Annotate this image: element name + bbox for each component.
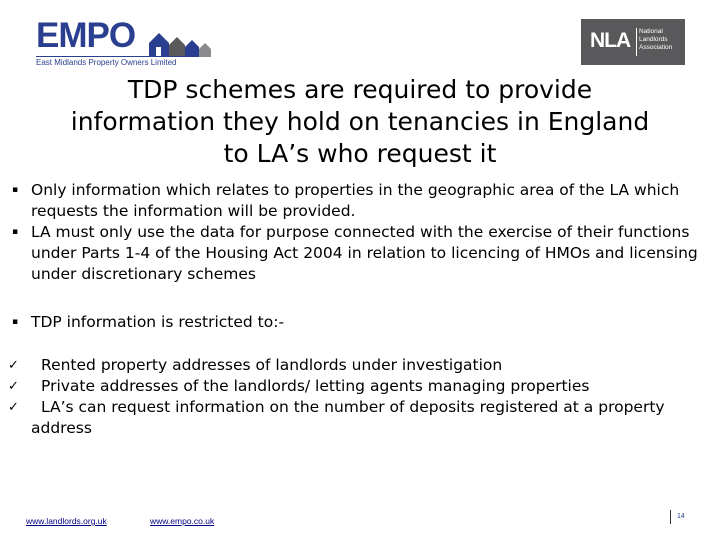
empo-logo bbox=[36, 18, 206, 66]
nla-logo-wordmark: NLA bbox=[590, 29, 631, 52]
check-item bbox=[8, 376, 698, 397]
checkmark-icon: ✓ bbox=[8, 379, 19, 394]
nla-logo-fullname: National Landlords Association bbox=[639, 28, 673, 51]
check-list bbox=[8, 355, 698, 439]
bullet-list bbox=[12, 180, 704, 285]
square-bullet-icon: ▪ bbox=[12, 227, 19, 237]
empo-logo-wordmark: EMPO bbox=[36, 16, 136, 55]
footer-link-empo[interactable]: www.empo.co.uk bbox=[150, 516, 215, 526]
slide-title-line: information they hold on tenancies in England bbox=[70, 107, 650, 136]
page-number-divider bbox=[670, 510, 671, 524]
check-item-text: Rented property addresses of landlords under investigation bbox=[41, 356, 503, 374]
bullet-item bbox=[12, 180, 704, 222]
check-item-text: Private addresses of the landlords/ letting agents managing properties bbox=[41, 377, 590, 395]
restricted-intro-text: TDP information is restricted to:- bbox=[31, 313, 285, 331]
empo-logo-subtitle: East Midlands Property Owners Limited bbox=[36, 56, 198, 67]
square-bullet-icon: ▪ bbox=[12, 317, 19, 327]
nla-logo bbox=[581, 19, 685, 65]
nla-logo-divider bbox=[636, 28, 637, 56]
check-item bbox=[8, 397, 698, 439]
bullet-text: LA must only use the data for purpose connected with the exercise of their functions under Parts 1-4 of the Housing Act 2004 in relation to licencing of HMOs and licensing under discretionary schemes bbox=[31, 223, 698, 283]
bullet-item bbox=[12, 222, 704, 285]
slide-title-line: TDP schemes are required to provide bbox=[127, 75, 593, 104]
check-item bbox=[8, 355, 698, 376]
square-bullet-icon: ▪ bbox=[12, 185, 19, 195]
restricted-intro bbox=[12, 312, 702, 333]
checkmark-icon: ✓ bbox=[8, 358, 19, 373]
checkmark-icon: ✓ bbox=[8, 400, 19, 415]
bullet-text: Only information which relates to properties in the geographic area of the LA which requests the information will be provided. bbox=[31, 181, 680, 220]
check-item-text: LA’s can request information on the number of deposits registered at a property address bbox=[31, 398, 665, 437]
page-number: 14 bbox=[677, 513, 685, 520]
footer-link-landlords[interactable]: www.landlords.org.uk bbox=[26, 516, 107, 526]
slide-title-line: to LA’s who request it bbox=[223, 139, 497, 168]
slide-title bbox=[20, 74, 700, 170]
